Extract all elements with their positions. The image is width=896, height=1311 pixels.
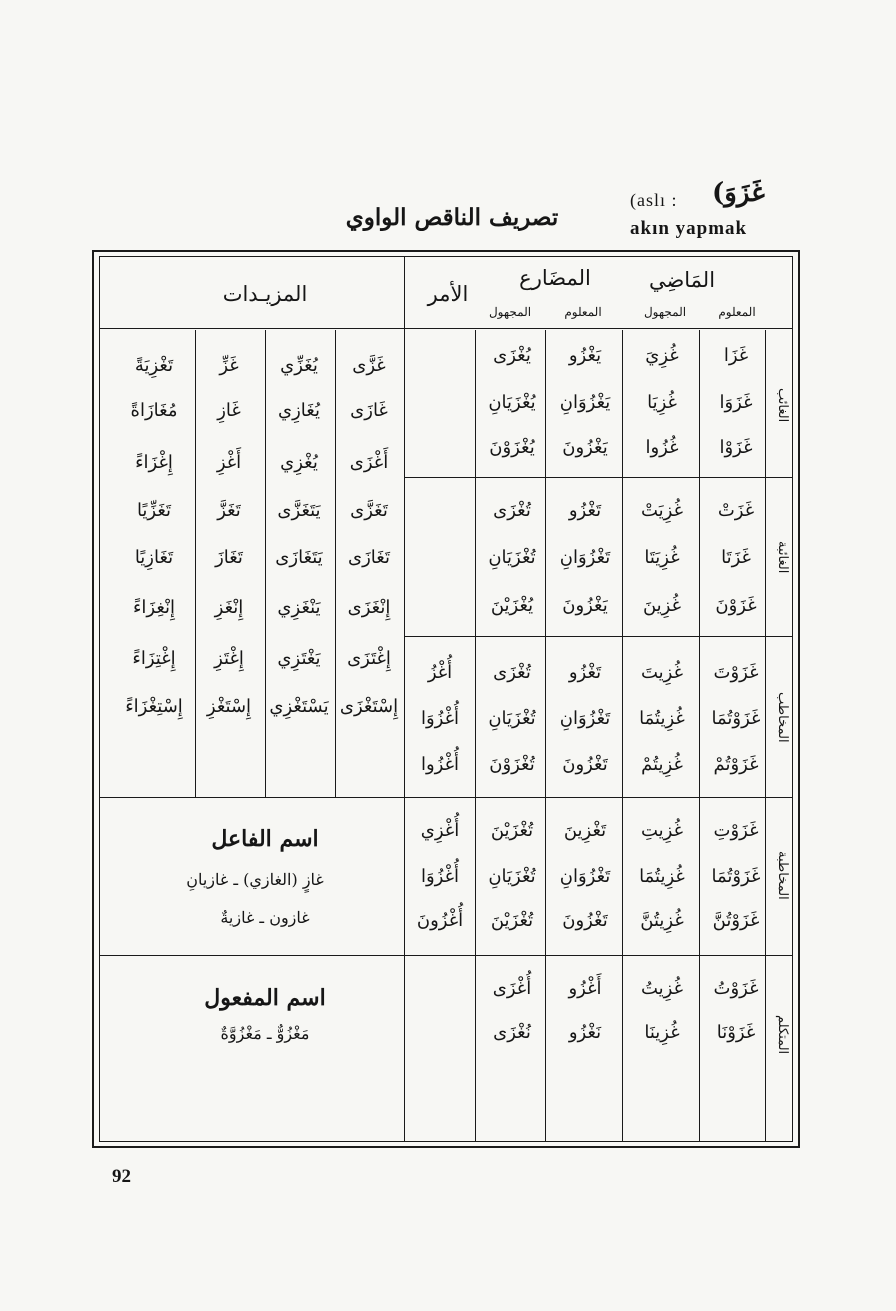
list-item: يَتَغَازَى <box>275 547 323 568</box>
list-item: يَتَغَزَّى <box>277 500 321 521</box>
table-cell: أُغْزِي <box>420 820 460 841</box>
table-cell: يُغْزَيْنَ <box>490 595 534 616</box>
table-cell: يُغْزَوْنَ <box>489 437 535 458</box>
table-cell: تَغْزُوَانِ <box>559 866 611 887</box>
table-cell: أَغْزُو <box>568 978 602 999</box>
table-cell: أُغْزُوَا <box>420 866 460 887</box>
page-number: 92 <box>112 1166 131 1187</box>
list-item: إِغْتَزِ <box>214 648 244 669</box>
table-cell: تُغْزَيْنَ <box>490 910 534 931</box>
list-item: مُغَازَاةً <box>130 400 178 421</box>
table-cell: غُزِيَا <box>647 392 677 413</box>
table-cell: غَزَوْنَا <box>716 1022 756 1043</box>
table-cell: غَزَوْتُمَا <box>711 866 761 887</box>
list-item: تَغَازِيًا <box>134 547 174 568</box>
table-cell: غُزِيَ <box>645 345 679 366</box>
list-item: يُغْزِي <box>280 452 318 473</box>
table-cell: أُغْزَى <box>492 978 532 999</box>
list-item: يَنْغَزِي <box>277 597 321 618</box>
subheader-mudari-malum: المعلوم <box>564 305 602 319</box>
translation: akın yapmak <box>630 218 748 239</box>
list-item: يَغْتَزِي <box>277 648 321 669</box>
table-cell: أُغْزُوَا <box>420 708 460 729</box>
table-cell: تَغْزِينَ <box>563 820 607 841</box>
table-cell: تَغْزُونَ <box>562 910 608 931</box>
table-cell: غَزَوْتُ <box>713 978 759 999</box>
table-cell: تَغْزُو <box>568 500 602 521</box>
list-item: إِسْتَغْزِ <box>206 696 252 717</box>
list-item: غَزَّى <box>352 355 386 376</box>
table-cell: غَزَوَا <box>719 392 753 413</box>
list-item: يَسْتَغْزِي <box>269 696 329 717</box>
table-cell: غُزُوا <box>645 437 679 458</box>
table-cell: نُغْزَى <box>493 1022 531 1043</box>
table-cell: يَغْزُو <box>568 345 602 366</box>
table-cell: غُزِينَ <box>642 595 682 616</box>
table-cell: غَزَوْتُمَا <box>711 708 761 729</box>
table-cell: تَغْزُوَانِ <box>559 708 611 729</box>
list-item: تَغَزَّى <box>350 500 388 521</box>
table-cell: غُزِيَتْ <box>640 500 684 521</box>
list-item: تَغَازَ <box>215 547 243 568</box>
table-cell: أُغْزُ <box>427 662 453 683</box>
table-cell: تُغْزَى <box>493 500 531 521</box>
table-cell: يَغْزُونَ <box>562 437 608 458</box>
list-item: غَزِّ <box>219 355 239 376</box>
table-cell: تُغْزَيَانِ <box>488 708 536 729</box>
table-cell: يَغْزُوَانِ <box>559 392 611 413</box>
list-item: إِنْغِزَاءً <box>132 597 176 618</box>
side-label-mukhataba: المخاطبة <box>775 850 790 900</box>
list-item: تَغَزِّيًا <box>136 500 172 521</box>
table-cell: غُزِيتِ <box>640 820 684 841</box>
side-label-ghaib: الغائب <box>775 387 790 423</box>
ism-maful-title: اسم المفعول <box>204 985 326 1011</box>
table-cell: غُزِيتُنَّ <box>640 910 684 931</box>
table-cell: يُغْزَيَانِ <box>488 392 536 413</box>
side-label-mutakallim: المتكلم <box>775 1015 790 1055</box>
table-cell: تُغْزَيْنَ <box>490 820 534 841</box>
table-cell: أُغْزُونَ <box>416 910 464 931</box>
asli-label: (aslı : <box>630 190 678 210</box>
table-cell: تَغْزُونَ <box>562 754 608 775</box>
table-cell: يُغْزَى <box>493 345 531 366</box>
page-title: تصريف الناقص الواوي <box>345 204 559 231</box>
table-cell: تُغْزَى <box>493 662 531 683</box>
table-cell: غُزِيتُمَا <box>639 708 685 729</box>
list-item: إِسْتِغْزَاءً <box>125 696 183 717</box>
table-cell: غُزِيتَ <box>640 662 684 683</box>
table-cell: غَزَوْتُنَّ <box>712 910 760 931</box>
ism-fail-line2: غازون ـ غازيةٌ <box>220 908 310 927</box>
header-amr: الأمر <box>427 282 469 306</box>
list-item: إِغْتَزَى <box>347 648 391 669</box>
list-item: غَازَى <box>350 400 388 421</box>
table-cell: غَزَتْ <box>717 500 755 521</box>
ism-maful-line1: مَغْزُوٌّ ـ مَغْزُوَّةٌ <box>220 1024 310 1043</box>
list-item: إِنْغَزِ <box>214 597 244 618</box>
table-cell: غَزَا <box>723 345 749 366</box>
table-cell: غُزِيتُ <box>640 978 684 999</box>
list-item: تَغَزَّ <box>217 500 241 521</box>
table-cell: غُزِيتُمْ <box>641 754 683 775</box>
subheader-madi-majhul: المجهول <box>643 305 687 319</box>
list-item: تَغْزِيَةً <box>134 355 174 376</box>
table-cell: غَزَوْا <box>719 437 753 458</box>
list-item: تَغَازَى <box>348 547 390 568</box>
ism-fail-line1: غازٍ (الغازي) ـ غازيانِ <box>186 870 324 889</box>
table-cell: يَغْزُونَ <box>562 595 608 616</box>
list-item: إِنْغَزَى <box>347 597 391 618</box>
header-mudari: المضَارع <box>519 266 591 290</box>
table-cell: غَزَوْتِ <box>713 820 759 841</box>
table-cell: تُغْزَوْنَ <box>489 754 535 775</box>
list-item: أَغْزِ <box>216 452 242 473</box>
list-item: يُغَزِّي <box>280 355 318 376</box>
table-cell: تُغْزَيَانِ <box>488 547 536 568</box>
table-cell: تَغْزُوَانِ <box>559 547 611 568</box>
list-item: يُغَازِي <box>278 400 320 421</box>
table-cell: غَزَوْتُمْ <box>713 754 759 775</box>
table-cell: غُزِيتُمَا <box>639 866 685 887</box>
side-label-ghaiba: الغائبة <box>775 541 790 574</box>
table-cell: تَغْزُو <box>568 662 602 683</box>
subheader-madi-malum: المعلوم <box>718 305 756 319</box>
header-mazidat: المزيـدات <box>222 282 308 306</box>
list-item: إِغْزَاءً <box>135 452 173 473</box>
list-item: غَازِ <box>217 400 241 421</box>
list-item: أَغْزَى <box>349 452 389 473</box>
table-cell: غَزَتَا <box>721 547 751 568</box>
table-cell: غَزَوْنَ <box>715 595 757 616</box>
header-madi: المَاضِي <box>648 268 716 292</box>
ism-fail-title: اسم الفاعل <box>211 826 319 852</box>
table-cell: غُزِينَا <box>644 1022 680 1043</box>
table-cell: تُغْزَيَانِ <box>488 866 536 887</box>
table-cell: نَغْزُو <box>568 1022 602 1043</box>
list-item: إِغْتِزَاءً <box>132 648 176 669</box>
side-label-mukhatab: المخاطب <box>775 692 790 743</box>
list-item: إِسْتَغْزَى <box>339 696 399 717</box>
subheader-mudari-majhul: المجهول <box>488 305 532 319</box>
table-cell: أُغْزُوا <box>420 754 460 775</box>
table-cell: غَزَوْتَ <box>713 662 759 683</box>
table-cell: غُزِيَتَا <box>644 547 680 568</box>
root-word: غَزَوَ) <box>712 178 765 208</box>
